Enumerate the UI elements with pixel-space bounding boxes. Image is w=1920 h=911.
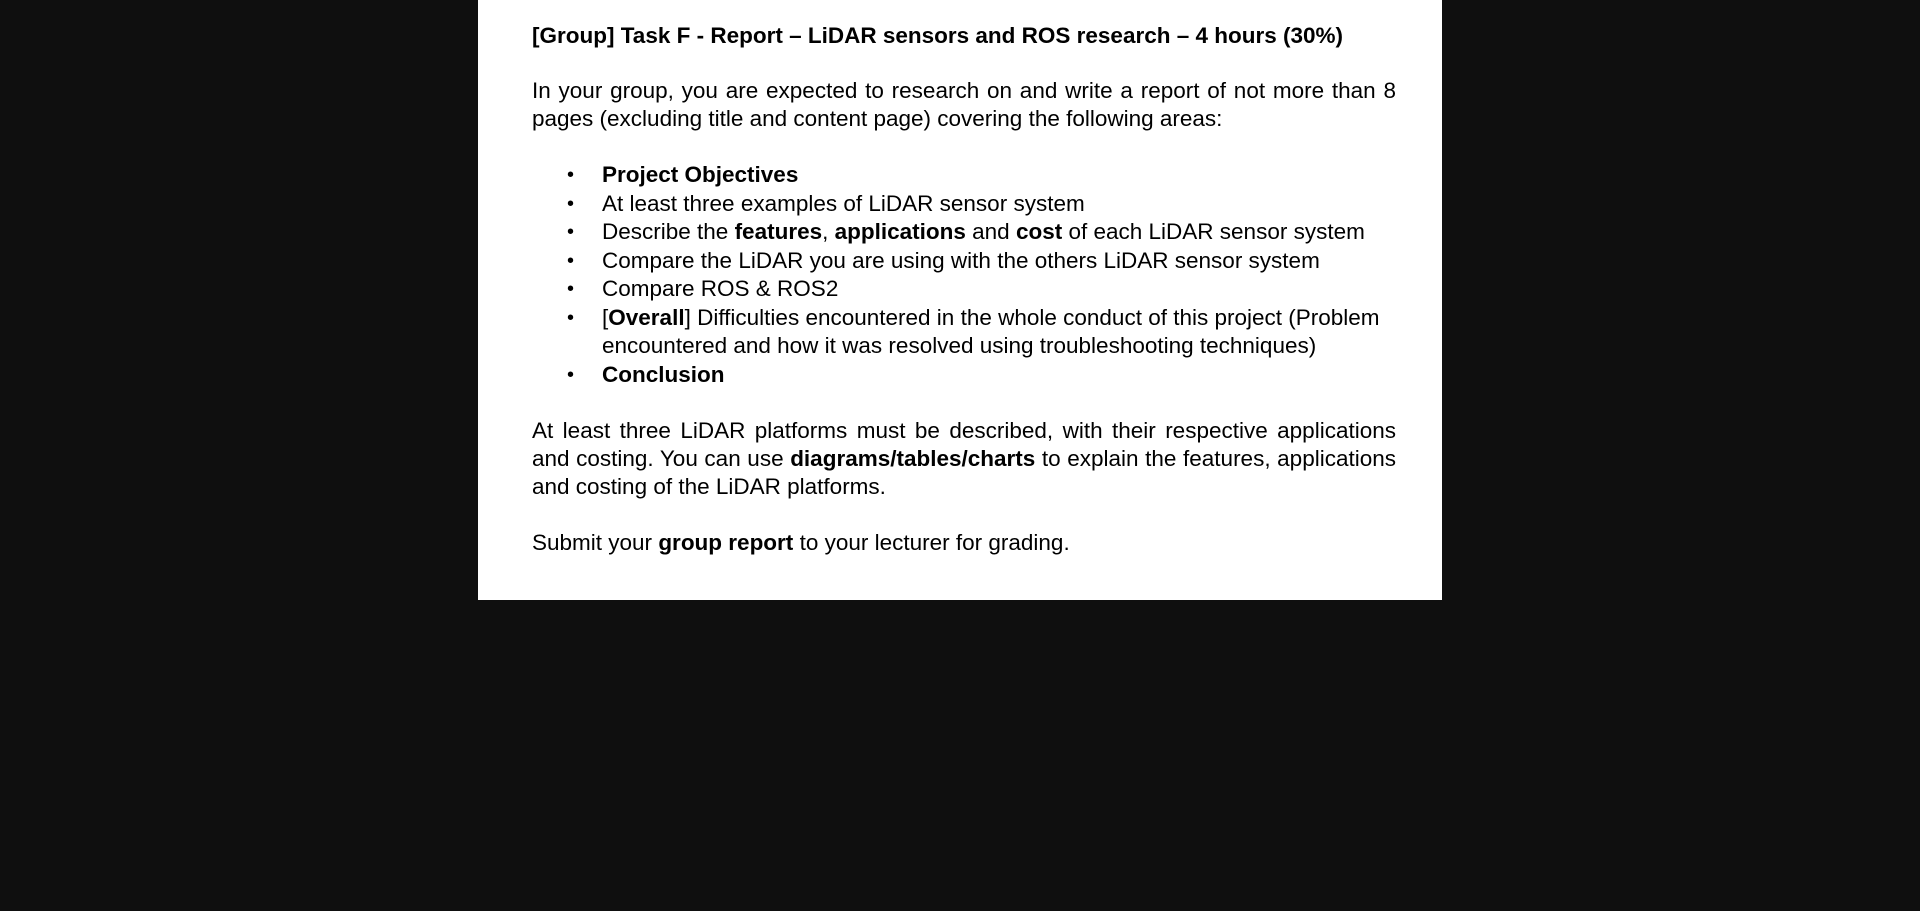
document-content xyxy=(532,22,1396,557)
describe-cost: cost xyxy=(1015,219,1063,244)
areas-list xyxy=(532,161,1396,389)
bullet-icon: • xyxy=(567,192,575,215)
bullet-icon: • xyxy=(567,306,575,329)
submit-suffix: to your lecturer for grading. xyxy=(793,530,1070,555)
conclusion-label: Conclusion xyxy=(602,361,725,387)
submit-paragraph xyxy=(532,529,1396,557)
describe-separator: , xyxy=(822,219,835,244)
list-item-compare-ros xyxy=(532,275,1396,304)
examples-label: At least three examples of LiDAR sensor system xyxy=(602,190,1085,216)
platforms-bold: diagrams/tables/charts xyxy=(790,446,1036,471)
overall-description: ] Difficulties encountered in the whole conduct of this project (Problem encountered and how it was resolved using troubleshooting techniques) xyxy=(602,304,1380,358)
bullet-icon: • xyxy=(567,363,575,386)
list-item-compare-lidar xyxy=(532,247,1396,276)
describe-and: and xyxy=(965,219,1016,244)
paragraph-spacer xyxy=(532,501,1396,529)
task-title: [Group] Task F - Report – LiDAR sensors and ROS research – 4 hours (30%) xyxy=(532,23,1344,48)
list-item-objectives xyxy=(532,161,1396,190)
list-item-examples xyxy=(532,190,1396,219)
overall-open-bracket: [ xyxy=(602,304,609,330)
list-item-conclusion xyxy=(532,361,1396,390)
bullet-icon: • xyxy=(567,164,575,186)
describe-applications: applications xyxy=(834,219,966,244)
objectives-label: Project Objectives xyxy=(602,162,799,187)
describe-features: features xyxy=(734,219,823,244)
compare-lidar-label: Compare the LiDAR you are using with the others LiDAR sensor system xyxy=(602,247,1320,273)
list-item-describe xyxy=(532,218,1396,247)
describe-suffix: of each LiDAR sensor system xyxy=(1062,219,1365,244)
submit-bold: group report xyxy=(658,530,794,555)
bullet-icon: • xyxy=(567,278,575,300)
list-item-overall xyxy=(532,304,1396,361)
document-page xyxy=(478,0,1442,600)
describe-prefix: Describe the xyxy=(602,219,735,244)
platforms-paragraph xyxy=(532,417,1396,501)
submit-prefix: Submit your xyxy=(532,530,659,555)
intro-paragraph: In your group, you are expected to research on and write a report of not more than 8 pages (excluding title and content page) covering the following areas: xyxy=(532,78,1396,131)
bullet-icon: • xyxy=(567,221,575,243)
bullet-icon: • xyxy=(567,249,575,272)
platforms-prefix: At least three LiDAR platforms must be described, with their respective applications and costing. You can use xyxy=(532,418,1396,471)
compare-ros-label: Compare ROS & ROS2 xyxy=(602,276,839,301)
platforms-suffix: to explain the features, applications and costing of the LiDAR platforms. xyxy=(532,446,1396,499)
overall-label: Overall xyxy=(608,304,685,330)
